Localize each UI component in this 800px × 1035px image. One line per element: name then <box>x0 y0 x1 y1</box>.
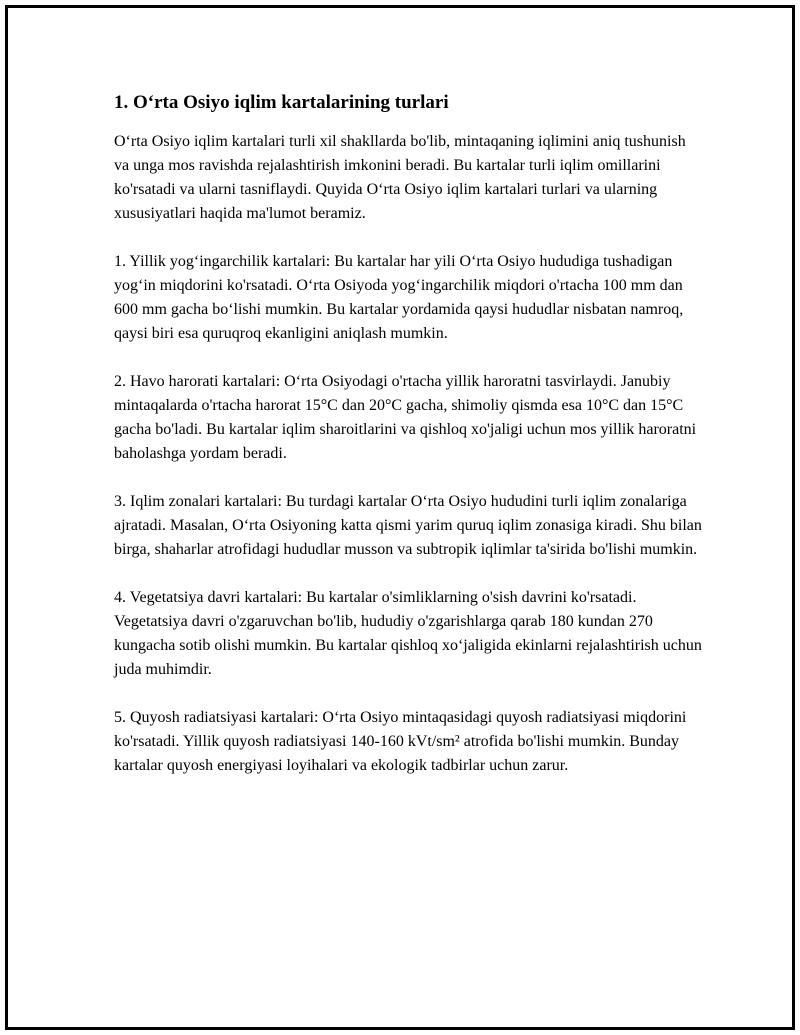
paragraph-vegetation-period-maps: 4. Vegetatsiya davri kartalari: Bu kartalar o'simliklarning o'sish davrini ko'rsatadi. Vegetatsiya davri o'zgaruvchan bo'lib, hududiy o'zgarishlarga qarab 180 kundan 270 kungacha sotib olishi mumkin. Bu kartalar qishloq xo‘jaligida ekinlarni rejalashtirish uchun juda muhimdir. <box>114 589 702 678</box>
paragraph-solar-radiation-maps: 5. Quyosh radiatsiyasi kartalari: O‘rta Osiyo mintaqasidagi quyosh radiatsiyasi miqdorini ko'rsatadi. Yillik quyosh radiatsiyasi 140-160 kVt/sm² atrofida bo'lishi mumkin. Bunday kartalar quyosh energiyasi loyihalari va ekologik tadbirlar uchun zarur. <box>114 709 687 774</box>
paragraph-climate-zone-maps: 3. Iqlim zonalari kartalari: Bu turdagi kartalar O‘rta Osiyo hududini turli iqlim zonalariga ajratadi. Masalan, O‘rta Osiyoning katta qismi yarim quruq iqlim zonasiga kiradi. Shu bilan birga, shaharlar atrofidagi hududlar musson va subtropik iqlimlar ta'sirida bo'lishi mumkin. <box>114 493 702 558</box>
document-body <box>114 90 704 802</box>
paragraph-temperature-maps: 2. Havo harorati kartalari: O‘rta Osiyodagi o'rtacha yillik haroratni tasvirlaydi. Janubiy mintaqalarda o'rtacha harorat 15°C dan 20°C gacha, shimoliy qismda esa 10°C dan 15°C gacha bo'ladi. Bu kartalar iqlim sharoitlarini va qishloq xo'jaligi uchun mos yillik haroratni baholashga yordam beradi. <box>114 373 697 462</box>
paragraph-precipitation-maps: 1. Yillik yog‘ingarchilik kartalari: Bu kartalar har yili O‘rta Osiyo hududiga tushadigan yog‘in miqdorini ko'rsatadi. O‘rta Osiyoda yog‘ingarchilik miqdori o'rtacha 100 mm dan 600 mm gacha bo‘lishi mumkin. Bu kartalar yordamida qaysi hududlar nisbatan namroq, qaysi biri esa quruqroq ekanligini aniqlash mumkin. <box>114 253 684 342</box>
document-title: 1. O‘rta Osiyo iqlim kartalarining turlari <box>114 92 449 113</box>
intro-paragraph: O‘rta Osiyo iqlim kartalari turli xil shakllarda bo'lib, mintaqaning iqlimini aniq tushunish va unga mos ravishda rejalashtirish imkonini beradi. Bu kartalar turli iqlim omillarini ko'rsatadi va ularni tasniflaydi. Quyida O‘rta Osiyo iqlim kartalari turlari va ularning xususiyatlari haqida ma'lumot beramiz. <box>114 133 686 222</box>
